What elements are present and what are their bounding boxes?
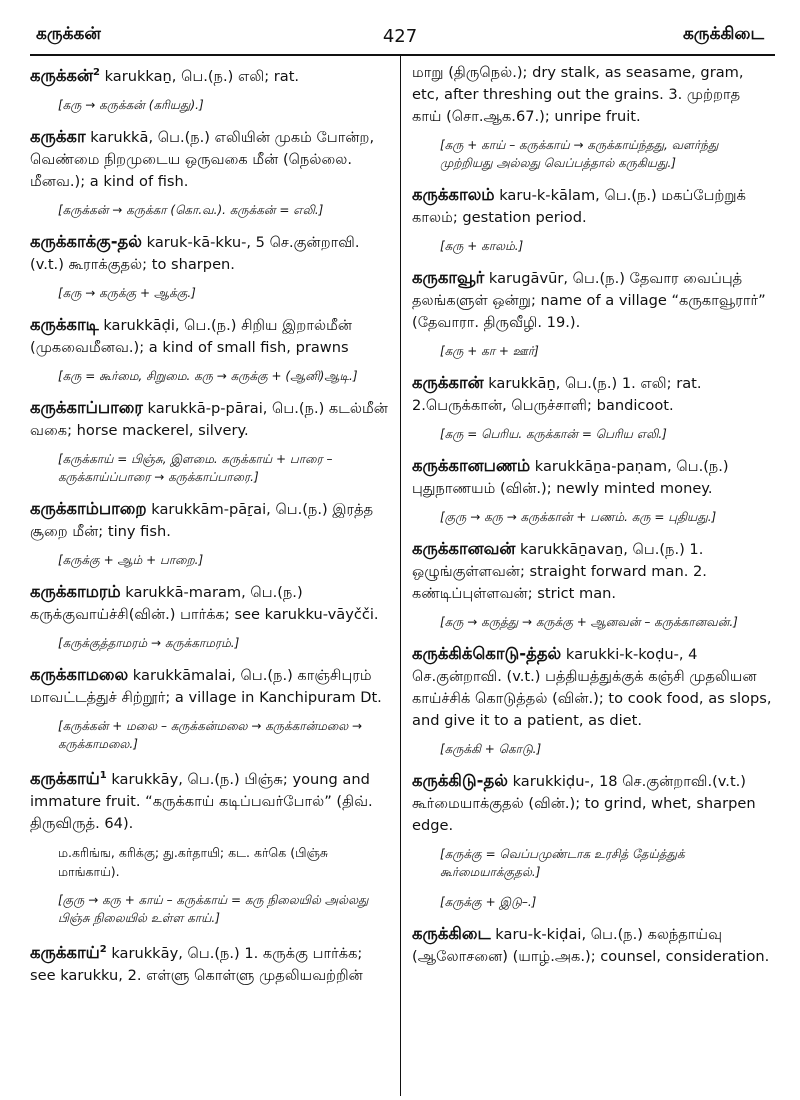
etymology-note: [கருக்கு + ஆம் + பாறை.] — [58, 552, 204, 567]
dictionary-entry — [412, 372, 774, 417]
page-number: 427 — [382, 26, 418, 47]
etymology-note: [கருக்காய் = பிஞ்சு, இளமை. கருக்காய் + பாரை – கருக்காய்ப்பாரை → கருக்காப்பாரை.] — [58, 451, 333, 484]
entry-headword: கருக்காய் — [30, 768, 100, 788]
etymology-note: [கருக்குத்தாமரம் → கருக்காமரம்.] — [58, 635, 240, 650]
dictionary-entry — [412, 923, 774, 968]
etymology-note: [கருக்கி + கொடு.] — [440, 742, 542, 756]
entry-headword: கருக்கிக்கொடு-த்தல் — [412, 644, 562, 663]
entry-headword: கருக்கா — [30, 126, 86, 146]
entry-headword: கருக்காமலை — [30, 664, 129, 684]
etymology-note: [கரு + காய் – கருக்காய் → கருக்காய்ந்தது, வளர்ந்து முற்றியது அல்லது வெப்பத்தால் கருகியது.] — [440, 138, 719, 170]
entry-headword: கருக்காமரம் — [30, 581, 121, 601]
entry-definition: மாறு (திருநெல்.); dry stalk, as seasame, gram, etc, after threshing out the grains. 3. முற்றாத காய் (சொ.ஆக.67.); unripe fruit. — [412, 64, 744, 125]
entry-headword: கருகாவூர் — [412, 268, 485, 287]
entry-headword: கருக்காய் — [30, 942, 100, 962]
entry-definition: karukkāy, பெ.(ந.) 1. கருக்கு பார்க்க; see karukku, 2. எள்ளு கொள்ளு முதலியவற்றின் — [30, 944, 363, 984]
dictionary-entry — [30, 664, 392, 709]
etymology-note: [கரு + கா + ஊர்] — [440, 344, 539, 358]
entry-definition: karukkā-p-pārai, பெ.(ந.) கடல்மீன் வகை; horse mackerel, silvery. — [30, 399, 388, 439]
entry-definition: karukkā-maram, பெ.(ந.) கருக்குவாய்ச்சி(வின்.) பார்க்க; see karukku-vāyčči. — [30, 583, 379, 623]
entry-definition: karukkā, பெ.(ந.) எலியின் முகம் போன்ற, வெண்மை நிறமுடைய ஒருவகை மீன் (நெல்லை. மீனவ.); a kind of fish. — [30, 128, 375, 190]
entry-headword: கருக்கானபணம் — [412, 456, 531, 475]
etymology-note: [குரு → கரு + காய் – கருக்காய் = கரு நிலையில் அல்லது பிஞ்சு நிலையில் உள்ள காய்.] — [58, 892, 369, 925]
entry-definition: karukkaṉ, பெ.(ந.) எலி; rat. — [99, 67, 300, 85]
dictionary-entry — [30, 765, 392, 835]
dictionary-entry — [30, 62, 392, 88]
entry-definition: karukkāṉa-paṇam, பெ.(ந.) புதுநாணயம் (வின்.); newly minted money. — [412, 458, 729, 497]
dictionary-entry — [30, 314, 392, 359]
entry-definition: karuk-kā-kku-, 5 செ.குன்றாவி. (v.t.) கூராக்குதல்; to sharpen. — [30, 233, 360, 273]
left-column — [30, 62, 392, 995]
etymology-note: [கரு + காலம்.] — [440, 239, 524, 253]
dictionary-entry — [30, 397, 392, 442]
entry-definition: karukkāḍi, பெ.(ந.) சிறிய இறால்மீன் (முகவைமீனவ.); a kind of small fish, prawns — [30, 316, 353, 356]
entry-definition: karukkāṉ, பெ.(ந.) 1. எலி; rat. 2.பெருக்கான், பெருச்சாளி; bandicoot. — [412, 375, 702, 414]
etymology-note: [கரு → கருக்கன் (கரியது).] — [58, 97, 204, 112]
etymology-note: [கருக்கு + இடு–.] — [440, 895, 537, 909]
entry-definition: karukkāṉavaṉ, பெ.(ந.) 1. ஒழுங்குள்ளவன்; straight forward man. 2. கண்டிப்புள்ளவன்; strict man. — [412, 541, 707, 602]
homograph-number: 2 — [99, 943, 107, 955]
etymology-note: [கரு = பெரிய. கருக்கான் = பெரிய எலி.] — [440, 427, 667, 441]
right-guide-word: கருக்கிடை — [682, 24, 764, 44]
entry-headword: கருக்காலம் — [412, 185, 495, 204]
dictionary-entry — [30, 231, 392, 276]
dictionary-entry — [412, 538, 774, 605]
entry-definition: karukki-k-koḍu-, 4 செ.குன்றாவி. (v.t.) பத்தியத்துக்குக் கஞ்சி முதலியன காய்ச்சிக் கொடுத்தல் (வின்.); to cook food, as slops, and give it to a patient, as diet. — [412, 646, 772, 729]
cognate-note: ம.கரிங்ங, கரிக்கு; து.கர்தாயி; கட. கர்கெ (பிஞ்சு மாங்காய்). — [58, 844, 329, 879]
entry-headword: கருக்காம்பாறை — [30, 498, 147, 518]
etymology-note: [கரு → கருத்து → கருக்கு + ஆனவன் – கருக்கானவன்.] — [440, 615, 738, 629]
right-column — [412, 62, 774, 976]
dictionary-entry — [30, 126, 392, 193]
entry-definition: karukkāmalai, பெ.(ந.) காஞ்சிபுரம் மாவட்டத்துச் சிற்றூர்; a village in Kanchipuram Dt. — [30, 666, 382, 706]
entry-headword: கருக்கன் — [30, 65, 93, 85]
etymology-note: [குரு → கரு → கருக்கான் + பணம். கரு = புதியது.] — [440, 510, 717, 524]
entry-headword: கருக்கிடு-தல் — [412, 771, 508, 790]
dictionary-entry — [30, 939, 392, 987]
etymology-note: [கரு = கூர்மை, சிறுமை. கரு → கருக்கு + (ஆனி)ஆடி.] — [58, 368, 358, 383]
page-header — [0, 18, 800, 52]
entry-headword: கருக்காப்பாரை — [30, 397, 143, 417]
etymology-note: [கருக்கு = வெப்பமுண்டாக உரசித் தேய்த்துக் கூர்மையாக்குதல்.] — [440, 847, 685, 879]
entry-definition: karukkām-pāṟai, பெ.(ந.) இரத்த சூறை மீன்; tiny fish. — [30, 500, 374, 540]
homograph-number: 2 — [92, 67, 100, 78]
header-rule — [30, 54, 775, 56]
entry-definition: karu-k-kālam, பெ.(ந.) மகப்பேற்றுக் காலம்; gestation period. — [412, 187, 746, 226]
entry-definition: karukkiḍu-, 18 செ.குன்றாவி.(v.t.) கூர்மையாக்குதல் (வின்.); to grind, whet, sharpen edge. — [412, 773, 756, 834]
dictionary-entry — [412, 184, 774, 229]
entry-headword: கருக்காக்கு-தல் — [30, 231, 142, 251]
entry-headword: கருக்கிடை — [412, 924, 491, 943]
entry-definition: karugāvūr, பெ.(ந.) தேவார வைப்புத் தலங்களுள் ஒன்று; name of a village “கருகாவூரார்” (தேவாரா. திருவீழி. 19.). — [412, 270, 766, 331]
dictionary-entry — [412, 643, 774, 732]
column-divider — [400, 56, 401, 1096]
dictionary-entry — [30, 581, 392, 626]
etymology-note: [கரு → கருக்கு + ஆக்கு.] — [58, 285, 196, 300]
etymology-note: [கருக்கன் + மலை – கருக்கன்மலை → கருக்கான்மலை → கருக்காமலை.] — [58, 718, 363, 751]
dictionary-entry — [412, 455, 774, 500]
entry-headword: கருக்கானவன் — [412, 539, 516, 558]
entry-definition: karukkāy, பெ.(ந.) பிஞ்சு; young and immature fruit. “கருக்காய் கடிப்பவர்போல்” (திவ். திருவிருத். 64). — [30, 770, 373, 832]
entry-headword: கருக்கான் — [412, 373, 484, 392]
entry-definition: karu-k-kiḍai, பெ.(ந.) கலந்தாய்வு (ஆலோசனை) (யாழ்.அக.); counsel, consideration. — [412, 926, 770, 965]
dictionary-entry — [412, 770, 774, 837]
homograph-number: 1 — [99, 769, 107, 781]
dictionary-entry — [412, 62, 774, 128]
entry-headword: கருக்காடி — [30, 314, 99, 334]
dictionary-entry — [412, 267, 774, 334]
dictionary-entry — [30, 498, 392, 543]
etymology-note: [கருக்கன் → கருக்கா (கொ.வ.). கருக்கன் = எலி.] — [58, 202, 324, 217]
left-guide-word: கருக்கன் — [36, 24, 101, 44]
